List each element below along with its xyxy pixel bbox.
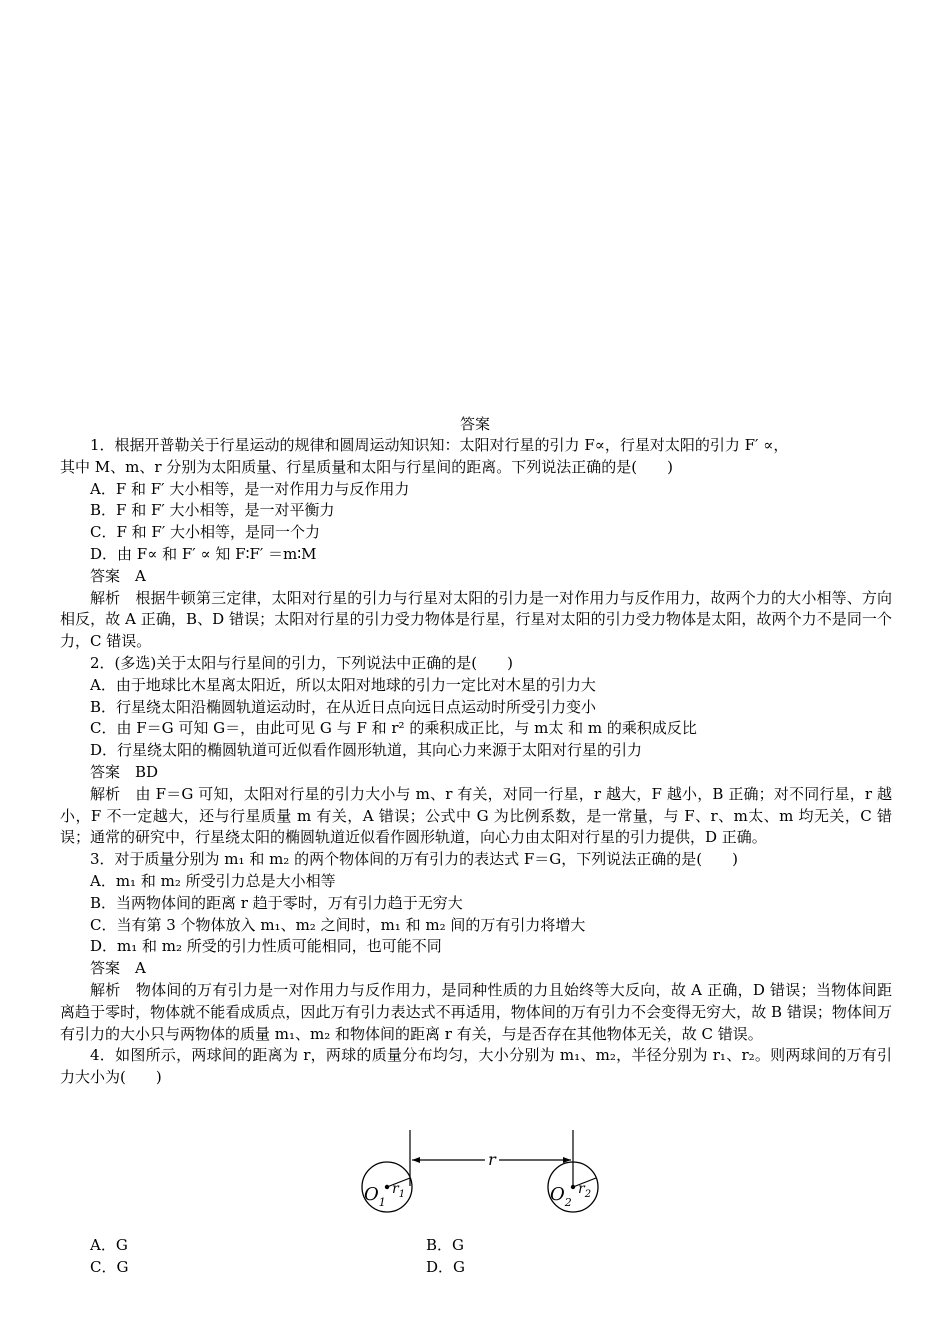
q4-option-a: A．G [90, 1236, 128, 1254]
q2-answer: 答案 BD [90, 762, 159, 781]
q4-option-c: C．G [90, 1258, 129, 1276]
q1-stem [60, 435, 892, 457]
q3-option-c: C．当有第 3 个物体放入 m₁、m₂ 之间时，m₁ 和 m₂ 间的万有引力将增大 [90, 915, 586, 934]
q1-analysis: 解析 根据牛顿第三定律，太阳对行星的引力与行星对太阳的引力是一对作用力与反作用力，故两个力的大小相等、方向相反，故 A 正确，B、D 错误；太阳对行星的引力受力物体是行星，行星对太阳的引力受力物体是太阳，故两个力不是同一个力，C 错误。 [60, 588, 892, 651]
q1-option-b: B．F 和 F′ 大小相等，是一对平衡力 [90, 501, 335, 520]
sphere-1-center-label: $O_1$ [364, 1184, 386, 1209]
q2-option-a: A．由于地球比木星离太阳近，所以太阳对地球的引力一定比对木星的引力大 [90, 675, 596, 694]
q3-option-b: B．当两物体间的距离 r 趋于零时，万有引力趋于无穷大 [90, 893, 463, 912]
q1-option-c: C．F 和 F′ 大小相等，是同一个力 [90, 523, 321, 542]
q4-options-row-2 [90, 1256, 790, 1278]
q4-stem: 4．如图所示，两球间的距离为 r，两球的质量分布均匀，大小分别为 m₁、m₂，半径分别为 r₁、r₂。则两球间的万有引力大小为( ) [60, 1046, 892, 1087]
q1-stem-cont: 其中 M、m、r 分别为太阳质量、行星质量和太阳与行星间的距离。下列说法正确的是( ) [60, 457, 673, 476]
q2-analysis: 解析 由 F＝G 可知，太阳对行星的引力大小与 m、r 有关，对同一行星，r 越大，F 越小，B 正确；对不同行星，r 越小，F 不一定越大，还与行星质量 m 有关，A 错误；公式中 G 为比例系数，是一常量，与 F、r、m太、m 均无关，C 错误；通常的研究中，行星绕太阳的椭圆轨道近似看作圆形轨道，向心力由太阳对行星的引力提供，D 正确。 [60, 784, 892, 847]
q2-option-c: C．由 F＝G 可知 G＝，由此可见 G 与 F 和 r² 的乘积成正比，与 m太 和 m 的乘积成反比 [90, 719, 697, 738]
q1-answer: 答案 A [90, 566, 146, 585]
distance-arrow-left-head [412, 1157, 420, 1163]
q4-option-b: B．G [426, 1236, 465, 1254]
q1-stem-line1: 1．根据开普勒关于行星运动的规律和圆周运动知识知：太阳对行星的引力 F∝，行星对太阳的引力 F′ ∝， [90, 436, 789, 454]
q1-option-d: D．由 F∝ 和 F′ ∝ 知 F∶F′ ＝m∶M [90, 544, 317, 563]
q4-option-d: D．G [426, 1258, 466, 1276]
q1-option-a: A．F 和 F′ 大小相等，是一对作用力与反作用力 [90, 479, 410, 498]
page-title: 答案 [459, 415, 490, 433]
sphere-1-radius-label: $r_1$ [392, 1181, 406, 1200]
q2-option-d: D．行星绕太阳的椭圆轨道可近似看作圆形轨道，其向心力来源于太阳对行星的引力 [90, 741, 643, 760]
q3-answer: 答案 A [90, 959, 146, 978]
q4-options [90, 1234, 790, 1278]
q3-option-d: D．m₁ 和 m₂ 所受的引力性质可能相同，也可能不同 [90, 937, 442, 956]
q3-stem: 3．对于质量分别为 m₁ 和 m₂ 的两个物体间的万有引力的表达式 F＝G，下列说法正确的是( ) [90, 850, 738, 869]
q2-stem: 2．(多选)关于太阳与行星间的引力，下列说法中正确的是( ) [90, 653, 513, 672]
q2-option-b: B．行星绕太阳沿椭圆轨道运动时，在从近日点向远日点运动时所受引力变小 [90, 697, 597, 716]
q3-option-a: A．m₁ 和 m₂ 所受引力总是大小相等 [90, 871, 336, 890]
two-spheres-figure [340, 1128, 600, 1228]
q3-analysis: 解析 物体间的万有引力是一对作用力与反作用力，是同种性质的力且始终等大反向，故 A 正确，D 错误；当物体间距离趋于零时，物体就不能看成质点，因此万有引力表达式不再适用，物体间的万有引力不会变得无穷大，故 B 错误；物体间万有引力的大小只与两物体的质量 m₁、m₂ 和物体间的距离 r 有关，与是否存在其他物体无关，故 C 错误。 [60, 980, 892, 1043]
document-body [60, 435, 892, 1089]
sphere-2-radius-label: $r_2$ [578, 1181, 592, 1200]
q4-options-row-1 [90, 1234, 790, 1256]
sphere-2-center-label: $O_2$ [550, 1184, 572, 1209]
distance-label: r [488, 1150, 496, 1169]
